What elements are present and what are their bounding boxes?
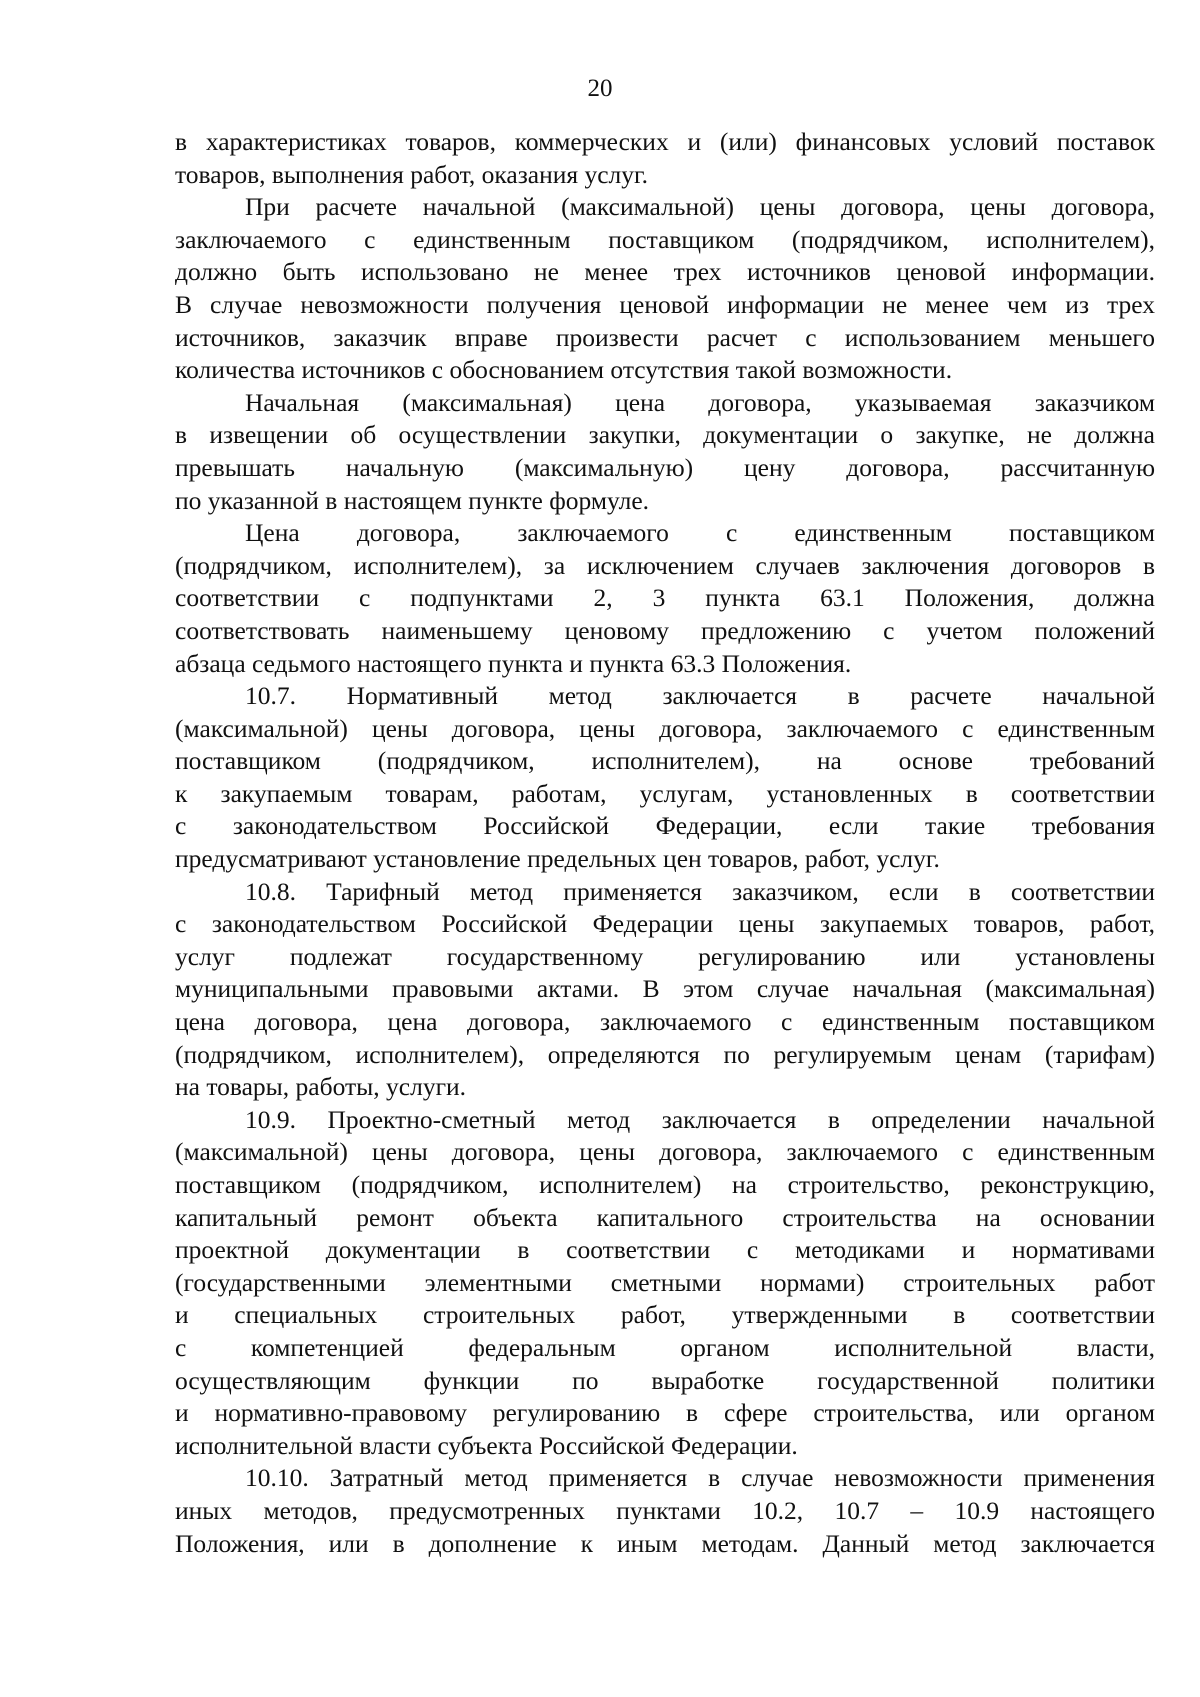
paragraph — [175, 1104, 1155, 1463]
text-line: и специальных строительных работ, утвержденными в соответствии — [175, 1300, 1155, 1330]
text-line: в извещении об осуществлении закупки, документации о закупке, не должна — [175, 420, 1155, 450]
text-line: по указанной в настоящем пункте формуле. — [175, 485, 650, 515]
paragraph — [175, 680, 1155, 876]
text-line: услуг подлежат государственному регулированию или установлены — [175, 941, 1155, 971]
text-line: заключаемого с единственным поставщиком (подрядчиком, исполнителем), — [175, 224, 1155, 254]
text-line: цена договора, цена договора, заключаемого с единственным поставщиком — [175, 1007, 1155, 1037]
text-line: к закупаемым товарам, работам, услугам, установленных в соответствии — [175, 778, 1155, 808]
paragraph — [175, 1462, 1155, 1560]
text-line: Цена договора, заключаемого с единственным поставщиком — [245, 518, 1155, 548]
text-line: в характеристиках товаров, коммерческих и (или) финансовых условий поставок — [175, 127, 1155, 156]
text-line: источников, заказчик вправе произвести расчет с использованием меньшего — [175, 322, 1155, 352]
text-line: капитальный ремонт объекта капитального строительства на основании — [175, 1202, 1155, 1232]
text-line: В случае невозможности получения ценовой информации не менее чем из трех — [175, 289, 1155, 319]
text-line: соответствовать наименьшему ценовому предложению с учетом положений — [175, 615, 1155, 645]
text-line: поставщиком (подрядчиком, исполнителем) на строительство, реконструкцию, — [175, 1170, 1155, 1199]
text-line: 10.10. Затратный метод применяется в случае невозможности применения — [245, 1463, 1155, 1493]
text-line: на товары, работы, услуги. — [175, 1072, 467, 1102]
document-body — [175, 126, 1155, 1560]
text-line: исполнительной власти субъекта Российской Федерации. — [175, 1430, 798, 1460]
text-line: поставщиком (подрядчиком, исполнителем), на основе требований — [175, 746, 1155, 776]
text-line: Начальная (максимальная) цена договора, указываемая заказчиком — [245, 387, 1155, 417]
text-line: муниципальными правовыми актами. В этом случае начальная (максимальная) — [175, 974, 1155, 1004]
text-line: превышать начальную (максимальную) цену договора, рассчитанную — [175, 452, 1155, 482]
paragraph — [175, 191, 1155, 387]
text-line: должно быть использовано не менее трех источников ценовой информации. — [175, 257, 1155, 287]
text-line: Положения, или в дополнение к иным методам. Данный метод заключается — [175, 1528, 1155, 1558]
text-line: (максимальной) цены договора, цены договора, заключаемого с единственным — [175, 1137, 1155, 1167]
text-line: (подрядчиком, исполнителем), определяются по регулируемым ценам (тарифам) — [175, 1039, 1155, 1069]
page-number: 20 — [587, 75, 613, 102]
text-line: При расчете начальной (максимальной) цены договора, цены договора, — [245, 192, 1155, 222]
text-line: с законодательством Российской Федерации, если такие требования — [175, 811, 1155, 841]
text-line: товаров, выполнения работ, оказания услуг. — [175, 159, 648, 189]
text-line: проектной документации в соответствии с методиками и нормативами — [175, 1235, 1155, 1265]
text-line: с законодательством Российской Федерации цены закупаемых товаров, работ, — [175, 909, 1155, 939]
text-line: абзаца седьмого настоящего пункта и пункта 63.3 Положения. — [175, 648, 852, 678]
text-line: 10.8. Тарифный метод применяется заказчиком, если в соответствии — [245, 876, 1155, 906]
text-line: (максимальной) цены договора, цены договора, заключаемого с единственным — [175, 713, 1155, 743]
text-line: с компетенцией федеральным органом исполнительной власти, — [175, 1332, 1155, 1362]
paragraph — [175, 876, 1155, 1104]
text-line: количества источников с обоснованием отсутствия такой возможности. — [175, 355, 953, 385]
paragraph — [175, 517, 1155, 680]
paragraph — [175, 387, 1155, 517]
paragraph — [175, 126, 1155, 191]
text-line: (подрядчиком, исполнителем), за исключением случаев заключения договоров в — [175, 550, 1155, 580]
text-line: иных методов, предусмотренных пунктами 10.2, 10.7 – 10.9 настоящего — [175, 1495, 1155, 1525]
text-line: осуществляющим функции по выработке государственной политики — [175, 1365, 1155, 1395]
text-line: соответствии с подпунктами 2, 3 пункта 63.1 Положения, должна — [175, 583, 1155, 613]
text-line: 10.7. Нормативный метод заключается в расчете начальной — [245, 681, 1155, 711]
text-line: 10.9. Проектно-сметный метод заключается в определении начальной — [245, 1104, 1155, 1134]
text-line: предусматривают установление предельных цен товаров, работ, услуг. — [175, 844, 940, 874]
text-line: (государственными элементными сметными нормами) строительных работ — [175, 1267, 1155, 1297]
text-line: и нормативно-правовому регулированию в сфере строительства, или органом — [175, 1398, 1155, 1428]
